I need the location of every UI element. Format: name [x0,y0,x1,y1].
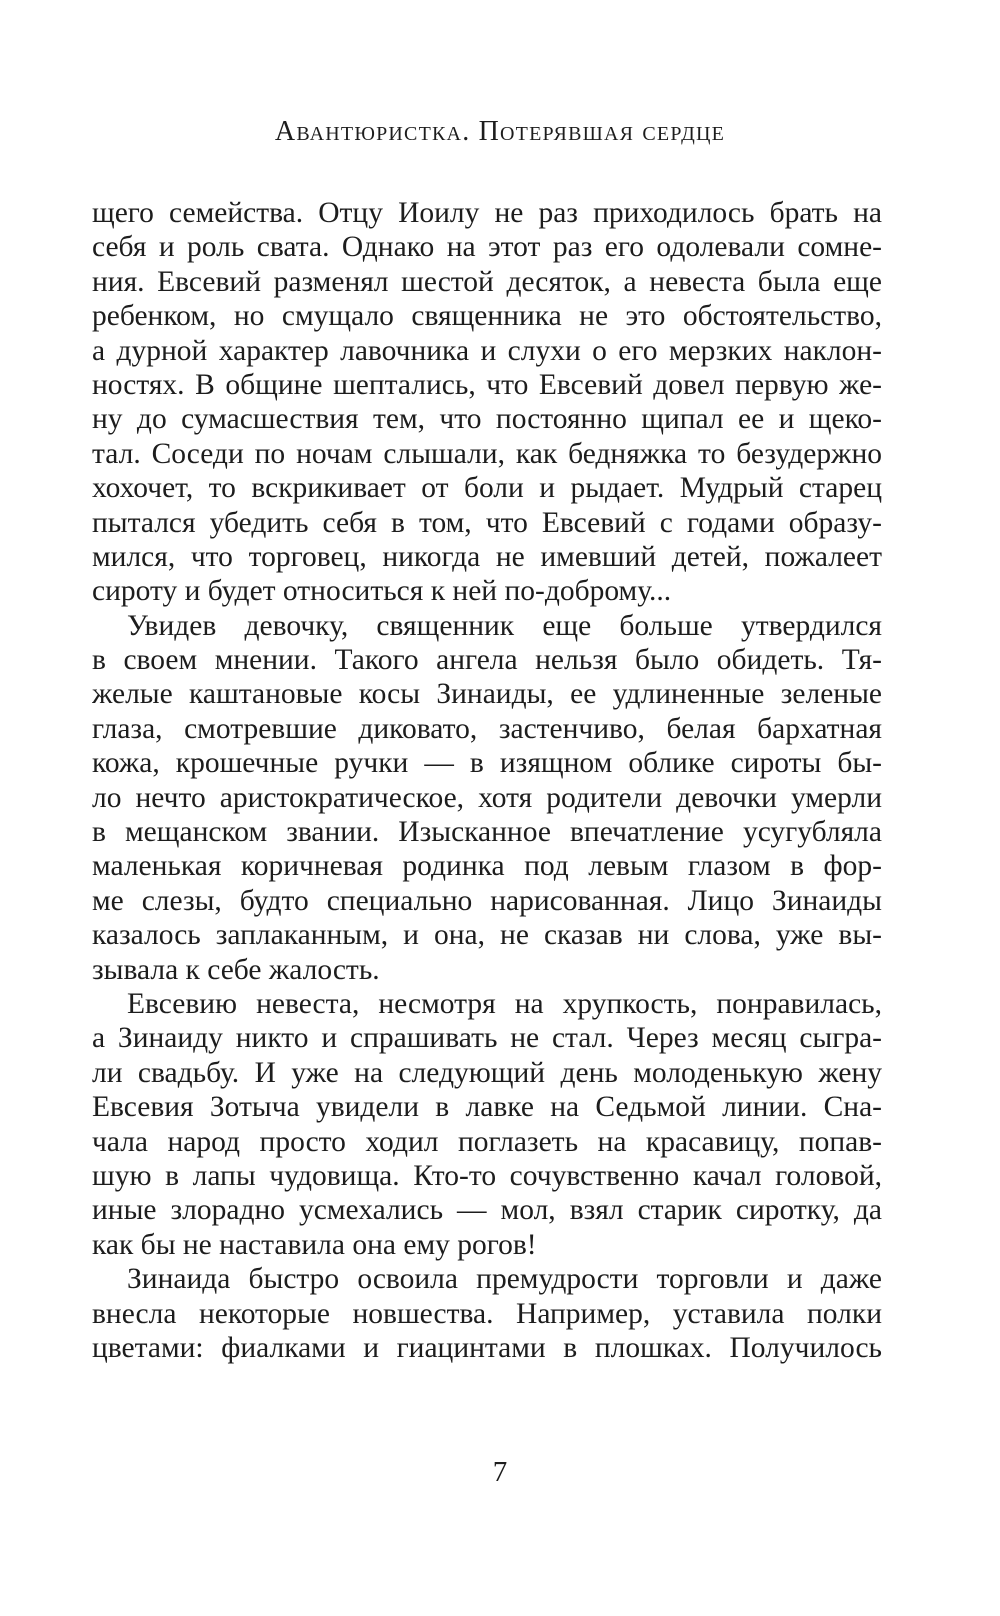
text-line-6: ностях. В общине шептались, что Евсевий довел первую же- [92,368,882,401]
text-line-30: иные злорадно усмехались — мол, взял старик сиротку, да [92,1194,882,1227]
text-line-27: Евсевия Зотыча увидели в лавке на Седьмой линии. Сна- [92,1091,882,1124]
text-line-26: ли свадьбу. И уже на следующий день молоденькую жену [92,1056,882,1089]
text-line-7: ну до сумасшествия тем, что постоянно щипал ее и щеко- [92,403,882,436]
text-line-24: Евсевию невеста, несмотря на хрупкость, понравилась, [127,987,882,1020]
text-line-32: Зинаида быстро освоила премудрости торговли и даже [127,1263,882,1296]
text-line-23: зывала к себе жалость. [92,953,380,986]
text-line-12: сироту и будет относиться к ней по-доброму... [92,575,672,608]
text-line-5: а дурной характер лавочника и слухи о его мерзких наклон- [92,334,882,367]
text-line-14: в своем мнении. Такого ангела нельзя было обидеть. Тя- [92,644,882,677]
text-line-8: тал. Соседи по ночам слышали, как бедняжка то безудержно [92,437,882,470]
text-line-16: глаза, смотревшие диковато, застенчиво, белая бархатная [92,712,882,745]
text-line-25: а Зинаиду никто и спрашивать не стал. Через месяц сыгра- [92,1022,882,1055]
body-text [92,196,882,1365]
text-line-4: ребенком, но смущало священника не это обстоятельство, [92,300,882,333]
text-line-17: кожа, крошечные ручки — в изящном облике сироты бы- [92,747,882,780]
text-line-28: чала народ просто ходил поглазеть на красавицу, попав- [92,1125,882,1158]
text-line-13: Увидев девочку, священник еще больше утвердился [127,609,882,642]
text-line-10: пытался убедить себя в том, что Евсевий с годами образу- [92,506,882,539]
text-line-19: в мещанском звании. Изысканное впечатление усугубляла [92,816,882,849]
text-line-31: как бы не наставила она ему рогов! [92,1228,537,1261]
text-line-2: себя и роль свата. Однако на этот раз его одолевали сомне- [92,231,882,264]
text-line-21: ме слезы, будто специально нарисованная. Лицо Зинаиды [92,884,882,917]
text-line-1: щего семейства. Отцу Иоилу не раз приходилось брать на [92,197,882,229]
page-number: 7 [492,1456,508,1488]
text-line-3: ния. Евсевий разменял шестой десяток, а невеста была еще [92,265,882,298]
running-header-title: Авантюристка. Потерявшая сердце [274,116,726,147]
text-line-34: цветами: фиалками и гиацинтами в плошках. Получилось [92,1331,882,1364]
text-line-22: казалось заплаканным, и она, не сказав ни слова, уже вы- [92,919,882,952]
text-line-11: мился, что торговец, никогда не имевший детей, пожалеет [92,540,882,573]
text-line-18: ло нечто аристократическое, хотя родители девочки умерли [92,781,882,814]
text-line-20: маленькая коричневая родинка под левым глазом в фор- [92,850,882,883]
text-line-15: желые каштановые косы Зинаиды, ее удлиненные зеленые [92,678,882,711]
text-line-29: шую в лапы чудовища. Кто-то сочувственно качал головой, [92,1159,882,1192]
text-line-9: хохочет, то вскрикивает от боли и рыдает. Мудрый старец [92,472,882,505]
text-line-33: внесла некоторые новшества. Например, уставила полки [92,1297,882,1330]
